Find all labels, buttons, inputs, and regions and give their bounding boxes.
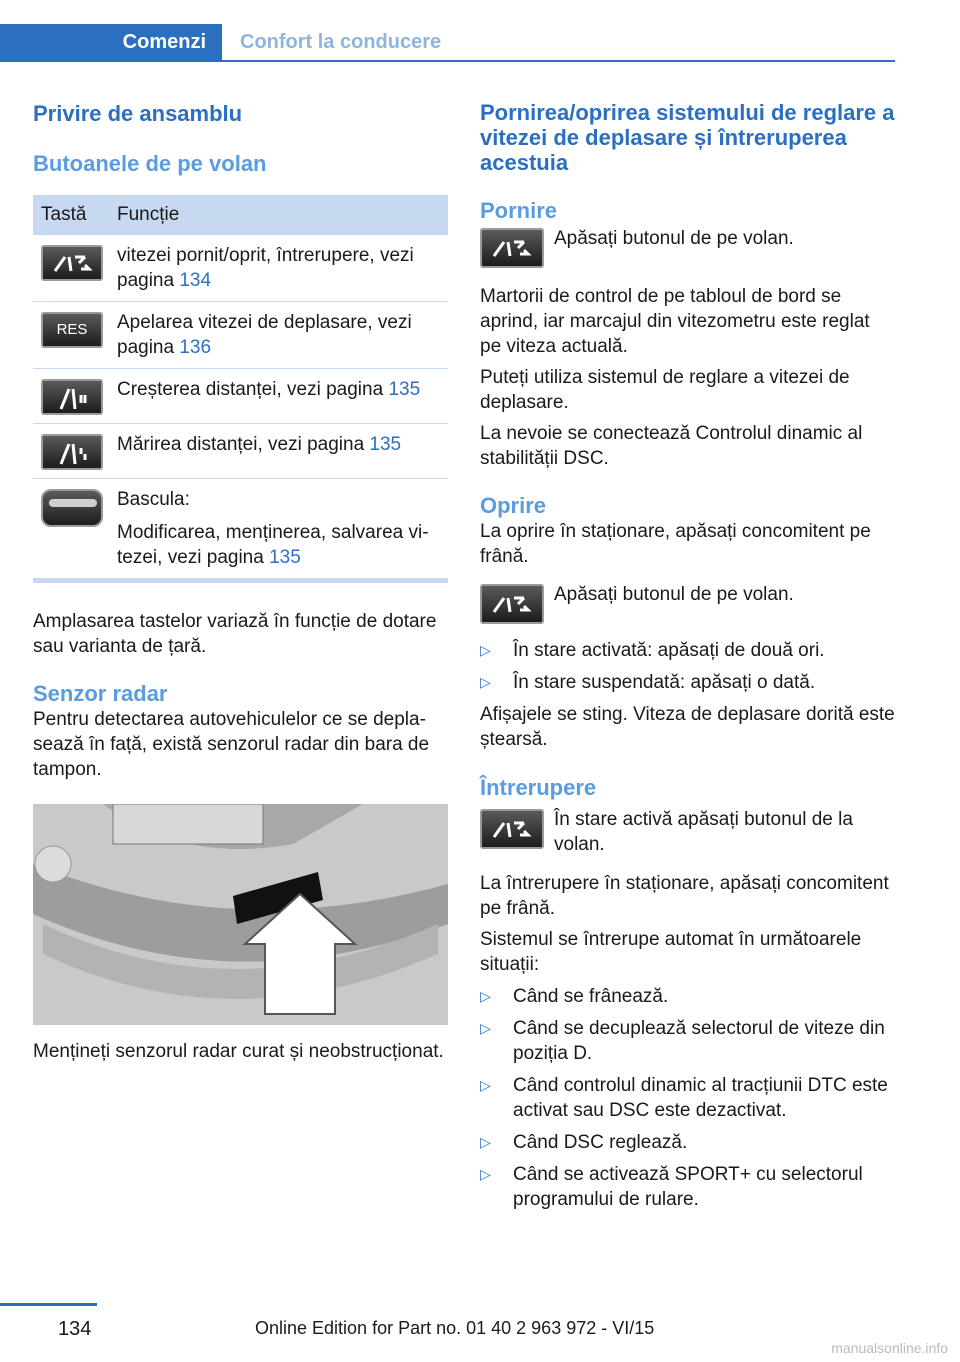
table-row (33, 302, 448, 369)
section-title: Privire de ansamblu (33, 101, 243, 126)
page-link[interactable]: 136 (179, 337, 212, 358)
table-row (33, 235, 448, 302)
stop-action-text: Apăsați butonul de pe volan. (554, 584, 794, 605)
triangle-bullet-icon: ▷ (480, 1077, 491, 1093)
interrupt-paragraph-1: La întrerupere în staționare, apăsați concomitent pe frână. (480, 873, 889, 919)
steering-buttons-table (33, 195, 448, 583)
stop-paragraph-2: Afișajele se sting. Viteza de deplasare dorită este ștearsă. (480, 704, 895, 750)
cruise-control-button-icon (480, 809, 544, 849)
list-item: ▷ Când DSC reglează. (480, 1132, 688, 1153)
list-item: ▷ Când se decuplează selectorul de viteze din poziția D. (480, 1018, 885, 1064)
table-row (33, 424, 448, 479)
page-link[interactable]: 135 (388, 379, 421, 400)
edition-text: Online Edition for Part no. 01 40 2 963 972 - VI/15 (255, 1318, 655, 1338)
column-header-key: Tastă (33, 195, 109, 235)
table-row (33, 479, 448, 581)
function-text: Apelarea vitezei de deplasare, vezi pagina (117, 312, 412, 358)
left-column (33, 100, 448, 1064)
start-paragraph-3: La nevoie se conectează Controlul dinamic al stabilității DSC. (480, 423, 863, 469)
stop-heading: Oprire (480, 493, 547, 518)
column-header-function: Funcție (109, 195, 448, 235)
interrupt-action-text: În stare activă apăsați butonul de la volan. (554, 809, 853, 855)
function-text: Bascula: (117, 489, 190, 510)
radar-caption: Mențineți senzorul radar curat și neobstrucționat. (33, 1041, 444, 1062)
triangle-bullet-icon: ▷ (480, 1020, 491, 1036)
triangle-bullet-icon: ▷ (480, 674, 491, 690)
page-link[interactable]: 134 (179, 270, 212, 291)
radar-heading: Senzor radar (33, 681, 168, 706)
rocker-switch-icon (41, 489, 103, 527)
start-paragraph-2: Puteți utiliza sistemul de reglare a vitezei de deplasare. (480, 367, 850, 413)
stop-paragraph-1: La oprire în staționare, apăsați concomitent pe frână. (480, 521, 871, 567)
interrupt-instruction (480, 807, 895, 857)
page-number: 134 (58, 1318, 92, 1340)
table-header-row (33, 195, 448, 235)
function-text: vitezei pornit/oprit, întrerupere, vezi pagina (117, 245, 414, 291)
watermark: manualsonline.info (831, 1340, 948, 1356)
distance-decrease-icon (41, 434, 103, 470)
stop-bullet-list (480, 638, 895, 695)
list-item: ▷ Când se frânează. (480, 986, 669, 1007)
stop-instruction (480, 582, 895, 624)
radar-paragraph: Pentru detectarea autovehiculelor ce se deplasează în față, există senzorul radar din bara de tampon. (33, 709, 430, 780)
function-text: Creșterea distanței, vezi pagina (117, 379, 389, 400)
footer-rule (0, 1303, 97, 1306)
triangle-bullet-icon: ▷ (480, 988, 491, 1004)
list-item: ▷ Când controlul dinamic al tracțiunii DTC este activat sau DSC este dezactivat. (480, 1075, 888, 1121)
right-column (480, 100, 895, 1212)
start-action-text: Apăsați butonul de pe volan. (554, 228, 794, 249)
interrupt-bullet-list (480, 984, 895, 1212)
interrupt-paragraph-2: Sistemul se întrerupe automat în următoarele situații: (480, 929, 862, 975)
triangle-bullet-icon: ▷ (480, 1166, 491, 1182)
cruise-control-button-icon (480, 228, 544, 268)
right-section-title: Pornirea/oprirea sistemului de reglare a vitezei de deplasare și întreruperea acestuia (480, 100, 895, 175)
radar-sensor-image (33, 804, 448, 1025)
triangle-bullet-icon: ▷ (480, 1134, 491, 1150)
tab-comenzi[interactable]: Comenzi (0, 24, 222, 62)
triangle-bullet-icon: ▷ (480, 642, 491, 658)
section-subtitle: Butoanele de pe volan (33, 151, 267, 176)
tab-confort-la-conducere[interactable]: Confort la conducere (240, 31, 442, 53)
cruise-control-button-icon (41, 245, 103, 281)
function-text: Modificarea, menținerea, salvarea vitezei, vezi pagina (117, 522, 429, 568)
function-text: Mărirea distanței, vezi pagina (117, 434, 370, 455)
start-instruction (480, 226, 895, 268)
page-link[interactable]: 135 (369, 434, 402, 455)
start-heading: Pornire (480, 198, 558, 223)
start-paragraph-1: Martorii de control de pe tabloul de bord se aprind, iar marcajul din vitezometru este reglat pe viteza actuală. (480, 286, 870, 357)
distance-increase-icon (41, 379, 103, 415)
table-row (33, 369, 448, 424)
list-item: ▷ În stare suspendată: apăsați o dată. (480, 672, 816, 693)
page-link[interactable]: 135 (269, 547, 301, 568)
list-item: ▷ În stare activată: apăsați de două ori. (480, 640, 825, 661)
note-paragraph: Amplasarea tastelor variază în funcție de dotare sau varianta de țară. (33, 611, 437, 657)
chapter-tabs (0, 24, 895, 62)
list-item: ▷ Când se activează SPORT+ cu selectorul programului de rulare. (480, 1164, 863, 1210)
res-button-icon: RES (41, 312, 103, 348)
cruise-control-button-icon (480, 584, 544, 624)
interrupt-heading: Întrerupere (480, 775, 597, 800)
